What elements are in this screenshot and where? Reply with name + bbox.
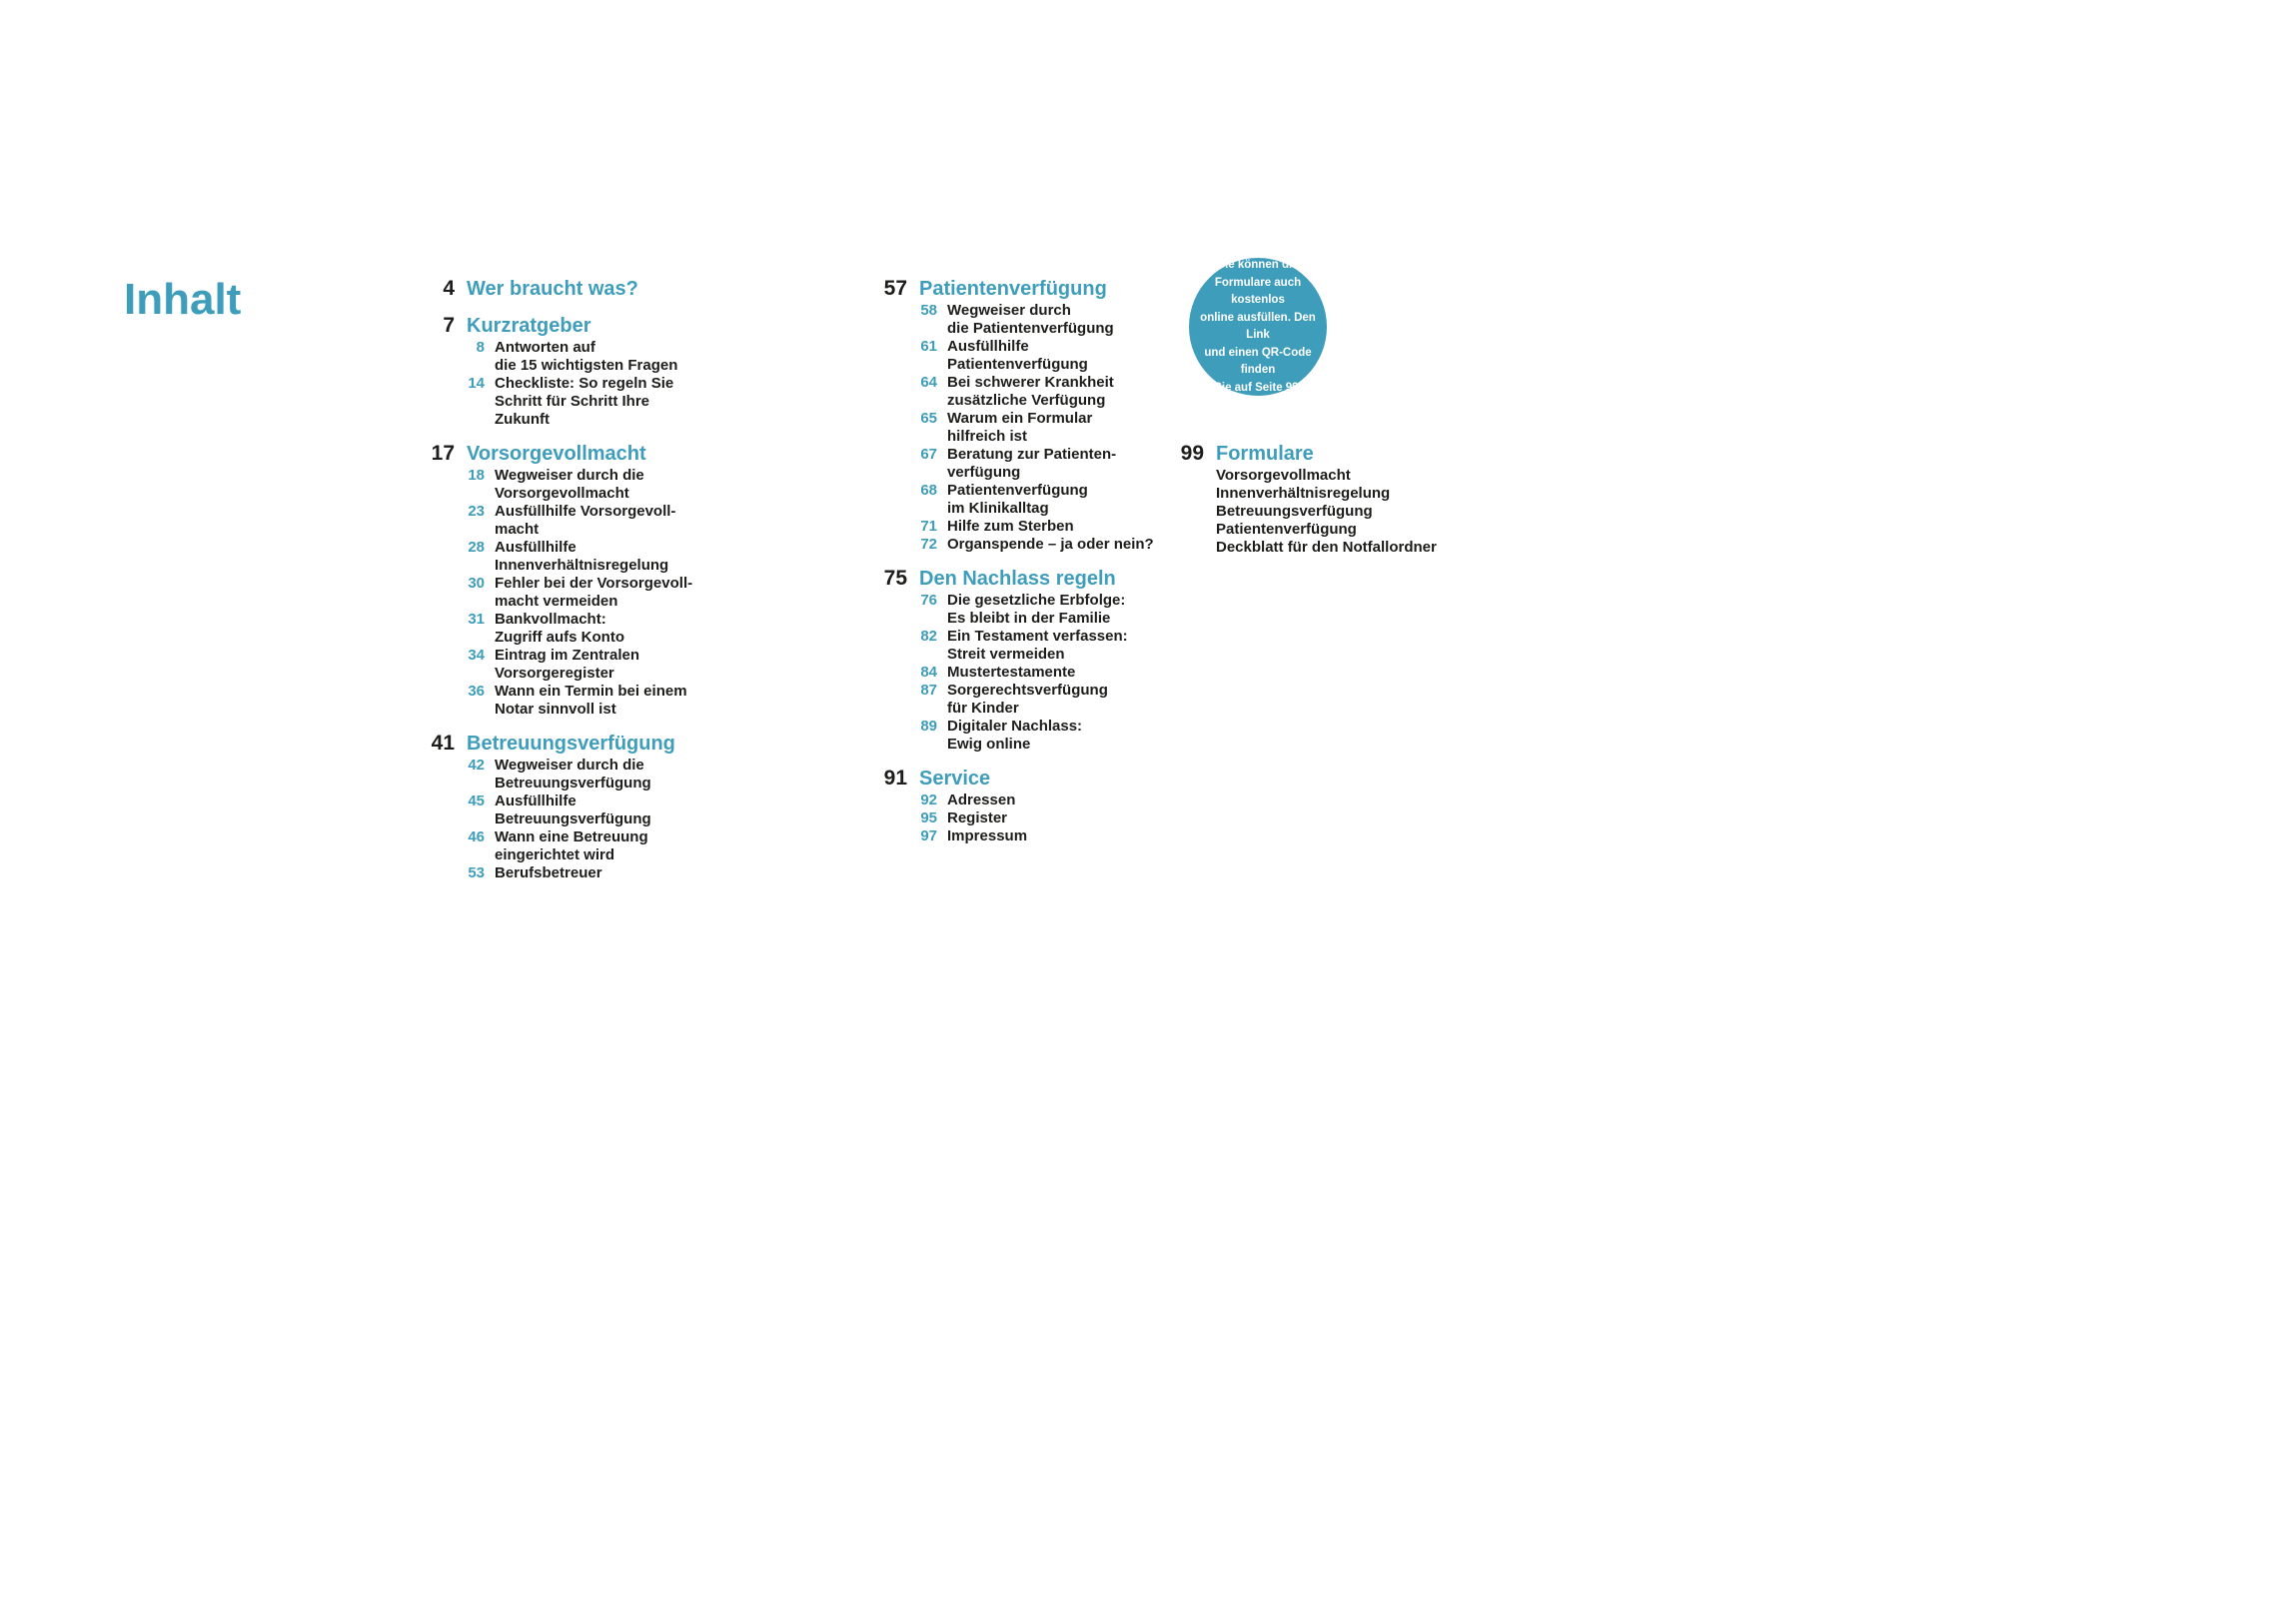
entry-line: Wegweiser durch die (495, 757, 644, 774)
toc-section (395, 732, 744, 882)
toc-section (847, 567, 1217, 754)
entry-line: Innenverhältnisregelung (495, 557, 669, 574)
entry-line: Organspende – ja oder nein? (947, 536, 1154, 553)
toc-entry (847, 410, 1217, 446)
entry-text (495, 683, 687, 719)
entry-line: Digitaler Nachlass: (947, 718, 1083, 735)
toc-section (1144, 442, 1564, 557)
entry-page-number: 95 (920, 810, 937, 826)
entry-line: Berufsbetreuer (495, 864, 602, 881)
entry-text (947, 718, 1082, 754)
entry-page-number: 89 (920, 718, 937, 735)
badge-line: online ausfüllen. Den Link (1200, 311, 1316, 341)
toc-entry (395, 339, 744, 375)
entry-line: verfügung (947, 464, 1021, 481)
entry-page-number: 18 (468, 467, 485, 484)
entry-page-number: 97 (920, 827, 937, 844)
entry-line: Mustertestamente (947, 664, 1076, 681)
entry-text (1216, 521, 1357, 539)
section-title: Formulare (1216, 443, 1314, 465)
entry-line: Ausfüllhilfe (495, 793, 576, 810)
section-page-number: 99 (1180, 442, 1204, 465)
entry-line: Bankvollmacht: (495, 611, 606, 628)
entry-page-number: 45 (468, 793, 485, 810)
entry-text (947, 536, 1154, 554)
entry-line: Notar sinnvoll ist (495, 701, 616, 718)
entry-page-number: 14 (468, 375, 485, 392)
entry-line: macht (495, 521, 540, 538)
entry-page-number: 76 (920, 592, 937, 609)
entry-page-number (1144, 467, 1204, 485)
entry-line: die Patientenverfügung (947, 320, 1114, 337)
entry-line: Zukunft (495, 411, 550, 428)
entry-line: zusätzliche Verfügung (947, 392, 1106, 409)
entry-text (495, 828, 648, 864)
entry-line: Fehler bei der Vorsorgevoll- (495, 575, 693, 592)
entry-page-number: 8 (476, 339, 485, 356)
entry-page-number: 72 (920, 536, 937, 553)
entry-text (495, 375, 673, 429)
toc-entry (395, 647, 744, 683)
section-title: Vorsorgevollmacht (467, 443, 646, 465)
entry-page-number (1144, 485, 1204, 503)
entry-line: Impressum (947, 827, 1028, 844)
entry-text (947, 792, 1015, 810)
toc-entry (1144, 521, 1564, 539)
toc-column-3 (1144, 442, 1564, 570)
entry-line: im Klinikalltag (947, 500, 1049, 517)
entry-page-number: 42 (468, 757, 485, 774)
entry-line: Zugriff aufs Konto (495, 629, 624, 646)
entry-line: Adressen (947, 792, 1016, 809)
toc-column-1 (395, 277, 744, 895)
entry-line: Betreuungsverfügung (1216, 503, 1373, 520)
entry-line: Wegweiser durch (947, 302, 1071, 319)
entry-text (947, 374, 1114, 410)
entry-page-number (1144, 539, 1204, 557)
badge-line: und einen QR-Code finden (1204, 346, 1312, 376)
section-title: Betreuungsverfügung (467, 733, 675, 755)
toc-section (395, 314, 744, 429)
entry-text (495, 339, 677, 375)
entry-text (1216, 467, 1351, 485)
entry-line: die 15 wichtigsten Fragen (495, 357, 678, 374)
toc-entry (395, 793, 744, 828)
toc-section (847, 767, 1217, 845)
entry-text (947, 682, 1108, 718)
section-header (395, 732, 744, 756)
entry-text (495, 864, 602, 882)
entry-text (947, 482, 1088, 518)
entry-page-number: 34 (468, 647, 485, 664)
entry-line: Die gesetzliche Erbfolge: (947, 592, 1126, 609)
entry-line: Betreuungsverfügung (495, 775, 651, 792)
entry-line: Antworten auf (495, 339, 595, 356)
toc-entry (395, 503, 744, 539)
entry-text (495, 539, 668, 575)
toc-entry (847, 792, 1217, 810)
toc-entry (847, 682, 1217, 718)
toc-entry (395, 683, 744, 719)
entry-line: Ausfüllhilfe Vorsorgevoll- (495, 503, 676, 520)
entry-page-number: 64 (920, 374, 937, 391)
section-title: Kurzratgeber (467, 315, 591, 337)
entry-page-number: 87 (920, 682, 937, 699)
toc-entry (847, 338, 1217, 374)
entry-line: Hilfe zum Sterben (947, 518, 1074, 535)
entry-text (1216, 485, 1390, 503)
entry-page-number: 23 (468, 503, 485, 520)
entry-page-number (1144, 521, 1204, 539)
toc-entry (847, 628, 1217, 664)
toc-entry (847, 374, 1217, 410)
section-title: Wer braucht was? (467, 278, 638, 300)
entry-page-number: 92 (920, 792, 937, 809)
entry-line: Patientenverfügung (1216, 521, 1357, 538)
section-page-number: 57 (883, 277, 907, 300)
entry-line: Ausfüllhilfe (495, 539, 576, 556)
entry-page-number: 31 (468, 611, 485, 628)
toc-entry (847, 718, 1217, 754)
toc-entry (847, 810, 1217, 827)
entry-text (947, 446, 1116, 482)
entry-line: macht vermeiden (495, 593, 618, 610)
section-header (847, 277, 1217, 301)
entry-line: Vorsorgeregister (495, 665, 614, 682)
entry-page-number: 58 (920, 302, 937, 319)
section-page-number: 75 (883, 567, 907, 590)
toc-entry (395, 864, 744, 882)
entry-line: Es bleibt in der Familie (947, 610, 1111, 627)
entry-page-number: 28 (468, 539, 485, 556)
toc-entry (1144, 485, 1564, 503)
section-page-number: 91 (883, 767, 907, 790)
entry-line: Vorsorgevollmacht (1216, 467, 1351, 484)
toc-entry (847, 664, 1217, 682)
entry-text (947, 592, 1125, 628)
toc-entry (847, 592, 1217, 628)
section-page-number: 7 (443, 314, 455, 337)
entry-page-number: 46 (468, 828, 485, 845)
entry-text (495, 793, 651, 828)
section-header (395, 442, 744, 466)
entry-line: Vorsorgevollmacht (495, 485, 629, 502)
toc-entry (395, 539, 744, 575)
entry-text (495, 611, 624, 647)
entry-line: Bei schwerer Krankheit (947, 374, 1114, 391)
entry-line: hilfreich ist (947, 428, 1028, 445)
entry-page-number: 53 (468, 864, 485, 881)
entry-line: Patientenverfügung (947, 482, 1088, 499)
section-header (847, 567, 1217, 591)
entry-page-number: 30 (468, 575, 485, 592)
entry-text (947, 518, 1074, 536)
entry-line: Wann ein Termin bei einem (495, 683, 687, 700)
entry-line: Ein Testament verfassen: (947, 628, 1128, 645)
section-header (1144, 442, 1564, 466)
toc-entry (395, 611, 744, 647)
entry-text (495, 503, 675, 539)
toc-entry (395, 375, 744, 429)
entry-line: Wann eine Betreuung (495, 828, 648, 845)
entry-line: Innenverhältnisregelung (1216, 485, 1391, 502)
entry-line: Schritt für Schritt Ihre (495, 393, 650, 410)
entry-line: Sorgerechtsverfügung (947, 682, 1108, 699)
toc-entry (1144, 503, 1564, 521)
section-page-number: 17 (431, 442, 455, 465)
entry-text (495, 757, 651, 793)
entry-line: Register (947, 810, 1008, 826)
entry-line: für Kinder (947, 700, 1019, 717)
entry-line: Patientenverfügung (947, 356, 1088, 373)
toc-entry (847, 827, 1217, 845)
entry-text (1216, 539, 1437, 557)
entry-text (495, 647, 639, 683)
info-badge (1189, 258, 1327, 396)
toc-section (395, 442, 744, 719)
toc-entry (847, 302, 1217, 338)
entry-text (947, 302, 1114, 338)
entry-page-number: 65 (920, 410, 937, 427)
entry-page-number (1144, 503, 1204, 521)
section-header (847, 767, 1217, 791)
toc-entry (1144, 467, 1564, 485)
entry-text (947, 827, 1027, 845)
section-title: Service (919, 768, 991, 790)
entry-text (947, 664, 1075, 682)
entry-line: Checkliste: So regeln Sie (495, 375, 674, 392)
section-header (395, 277, 744, 301)
entry-page-number: 82 (920, 628, 937, 645)
entry-text (495, 575, 692, 611)
entry-page-number: 71 (920, 518, 937, 535)
entry-line: Eintrag im Zentralen (495, 647, 640, 664)
entry-page-number: 61 (920, 338, 937, 355)
toc-entry (395, 575, 744, 611)
toc-entry (395, 467, 744, 503)
entry-text (947, 810, 1007, 827)
entry-line: Ewig online (947, 736, 1031, 753)
entry-line: Ausfüllhilfe (947, 338, 1029, 355)
toc-entry (395, 828, 744, 864)
page-title: Inhalt (124, 275, 242, 324)
entry-page-number: 84 (920, 664, 937, 681)
entry-line: Wegweiser durch die (495, 467, 644, 484)
entry-text (947, 410, 1092, 446)
badge-line: Formulare auch kostenlos (1214, 276, 1302, 306)
section-page-number: 4 (443, 277, 455, 300)
entry-page-number: 67 (920, 446, 937, 463)
entry-line: Deckblatt für den Notfallordner (1216, 539, 1437, 556)
entry-line: Streit vermeiden (947, 646, 1065, 663)
toc-entry (1144, 539, 1564, 557)
entry-text (1216, 503, 1373, 521)
entry-text (947, 628, 1128, 664)
toc-section (395, 277, 744, 301)
entry-line: eingerichtet wird (495, 846, 615, 863)
entry-page-number: 36 (468, 683, 485, 700)
section-header (395, 314, 744, 338)
badge-line: Sie auf Seite 99. (1214, 381, 1302, 394)
entry-text (495, 467, 644, 503)
entry-line: Beratung zur Patienten- (947, 446, 1117, 463)
section-title: Patientenverfügung (919, 278, 1107, 300)
entry-line: Betreuungsverfügung (495, 811, 651, 827)
entry-line: Warum ein Formular (947, 410, 1093, 427)
section-title: Den Nachlass regeln (919, 568, 1116, 590)
badge-line: Sie können die (1217, 259, 1299, 271)
entry-page-number: 68 (920, 482, 937, 499)
section-page-number: 41 (431, 732, 455, 755)
entry-text (947, 338, 1088, 374)
toc-entry (395, 757, 744, 793)
